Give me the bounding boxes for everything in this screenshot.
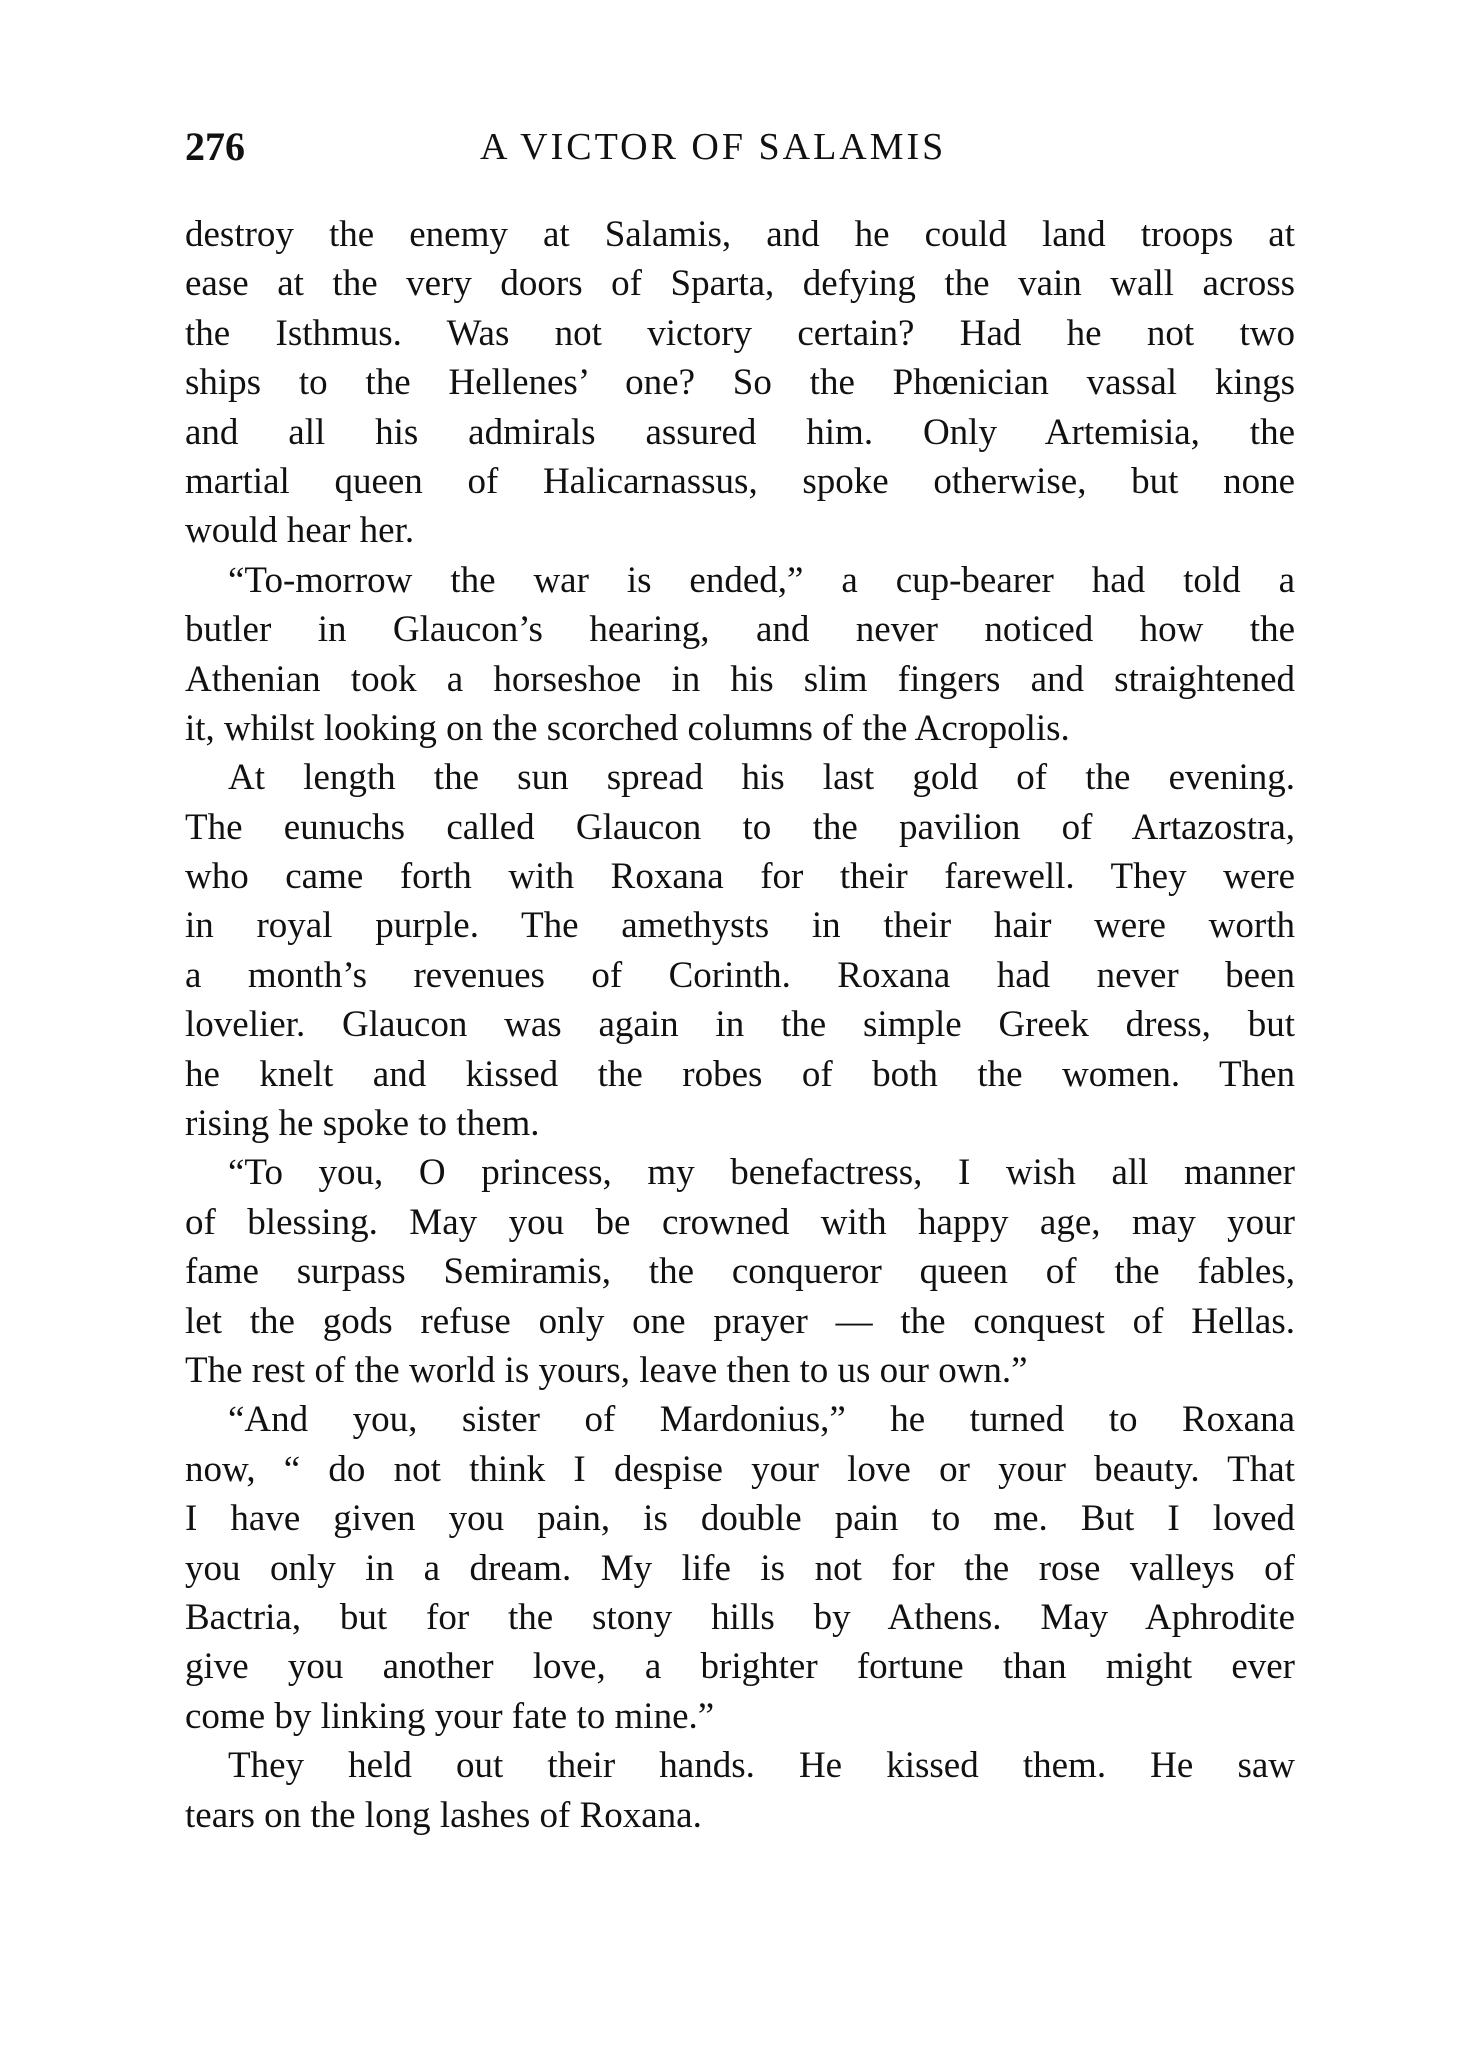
text-line: you only in a dream. My life is not for the rose valleys of bbox=[185, 1547, 1295, 1589]
text-line: tears on the long lashes of Roxana. bbox=[185, 1794, 702, 1836]
text-line: he knelt and kissed the robes of both the women. Then bbox=[185, 1053, 1295, 1095]
text-line: of blessing. May you be crowned with happy age, may your bbox=[185, 1201, 1295, 1243]
text-line: fame surpass Semiramis, the conqueror queen of the fables, bbox=[185, 1251, 1295, 1293]
text-line: butler in Glaucon’s hearing, and never noticed how the bbox=[185, 609, 1295, 651]
paragraph bbox=[185, 556, 1295, 754]
text-line: The rest of the world is yours, leave then to us our own.” bbox=[185, 1349, 1028, 1391]
text-line: destroy the enemy at Salamis, and he could land troops at bbox=[185, 214, 1295, 255]
text-line: Athenian took a horseshoe in his slim fingers and straightened bbox=[185, 658, 1295, 700]
text-line: would hear her. bbox=[185, 510, 415, 552]
text-line: and all his admirals assured him. Only Artemisia, the bbox=[185, 411, 1295, 453]
text-line: ease at the very doors of Sparta, defying the vain wall across bbox=[185, 263, 1295, 305]
paragraph bbox=[185, 1148, 1295, 1395]
text-line: now, “ do not think I despise your love or your beauty. That bbox=[185, 1448, 1295, 1490]
text-line: come by linking your fate to mine.” bbox=[185, 1695, 715, 1737]
text-line: who came forth with Roxana for their farewell. They were bbox=[185, 856, 1295, 898]
running-head bbox=[185, 122, 1295, 172]
body-text bbox=[185, 210, 1295, 1840]
running-title: A VICTOR OF SALAMIS bbox=[480, 126, 947, 168]
text-line: At length the sun spread his last gold of the evening. bbox=[228, 757, 1295, 799]
paragraph bbox=[185, 210, 1295, 556]
text-line: I have given you pain, is double pain to me. But I loved bbox=[185, 1498, 1295, 1540]
text-line: lovelier. Glaucon was again in the simple Greek dress, but bbox=[185, 1004, 1295, 1046]
text-line: let the gods refuse only one prayer — the conquest of Hellas. bbox=[185, 1300, 1295, 1342]
text-line: it, whilst looking on the scorched columns of the Acropolis. bbox=[185, 707, 1070, 749]
text-line: martial queen of Halicarnassus, spoke otherwise, but none bbox=[185, 460, 1295, 502]
text-line: rising he spoke to them. bbox=[185, 1103, 540, 1145]
text-line: “To-morrow the war is ended,” a cup-bearer had told a bbox=[228, 559, 1295, 601]
page-number: 276 bbox=[185, 124, 245, 169]
text-line: a month’s revenues of Corinth. Roxana had never been bbox=[185, 954, 1295, 996]
text-line: give you another love, a brighter fortune than might ever bbox=[185, 1646, 1295, 1688]
paragraph bbox=[185, 1741, 1295, 1840]
text-line: the Isthmus. Was not victory certain? Had he not two bbox=[185, 312, 1295, 354]
text-line: “And you, sister of Mardonius,” he turned to Roxana bbox=[228, 1399, 1295, 1441]
text-line: ships to the Hellenes’ one? So the Phœnician vassal kings bbox=[185, 362, 1295, 404]
paragraph bbox=[185, 753, 1295, 1148]
text-line: The eunuchs called Glaucon to the pavilion of Artazostra, bbox=[185, 806, 1295, 848]
text-line: Bactria, but for the stony hills by Athens. May Aphrodite bbox=[185, 1596, 1295, 1638]
text-line: “To you, O princess, my benefactress, I wish all manner bbox=[228, 1152, 1295, 1194]
paragraph bbox=[185, 1395, 1295, 1741]
text-line: in royal purple. The amethysts in their hair were worth bbox=[185, 905, 1295, 947]
text-line: They held out their hands. He kissed them. He saw bbox=[228, 1745, 1295, 1787]
